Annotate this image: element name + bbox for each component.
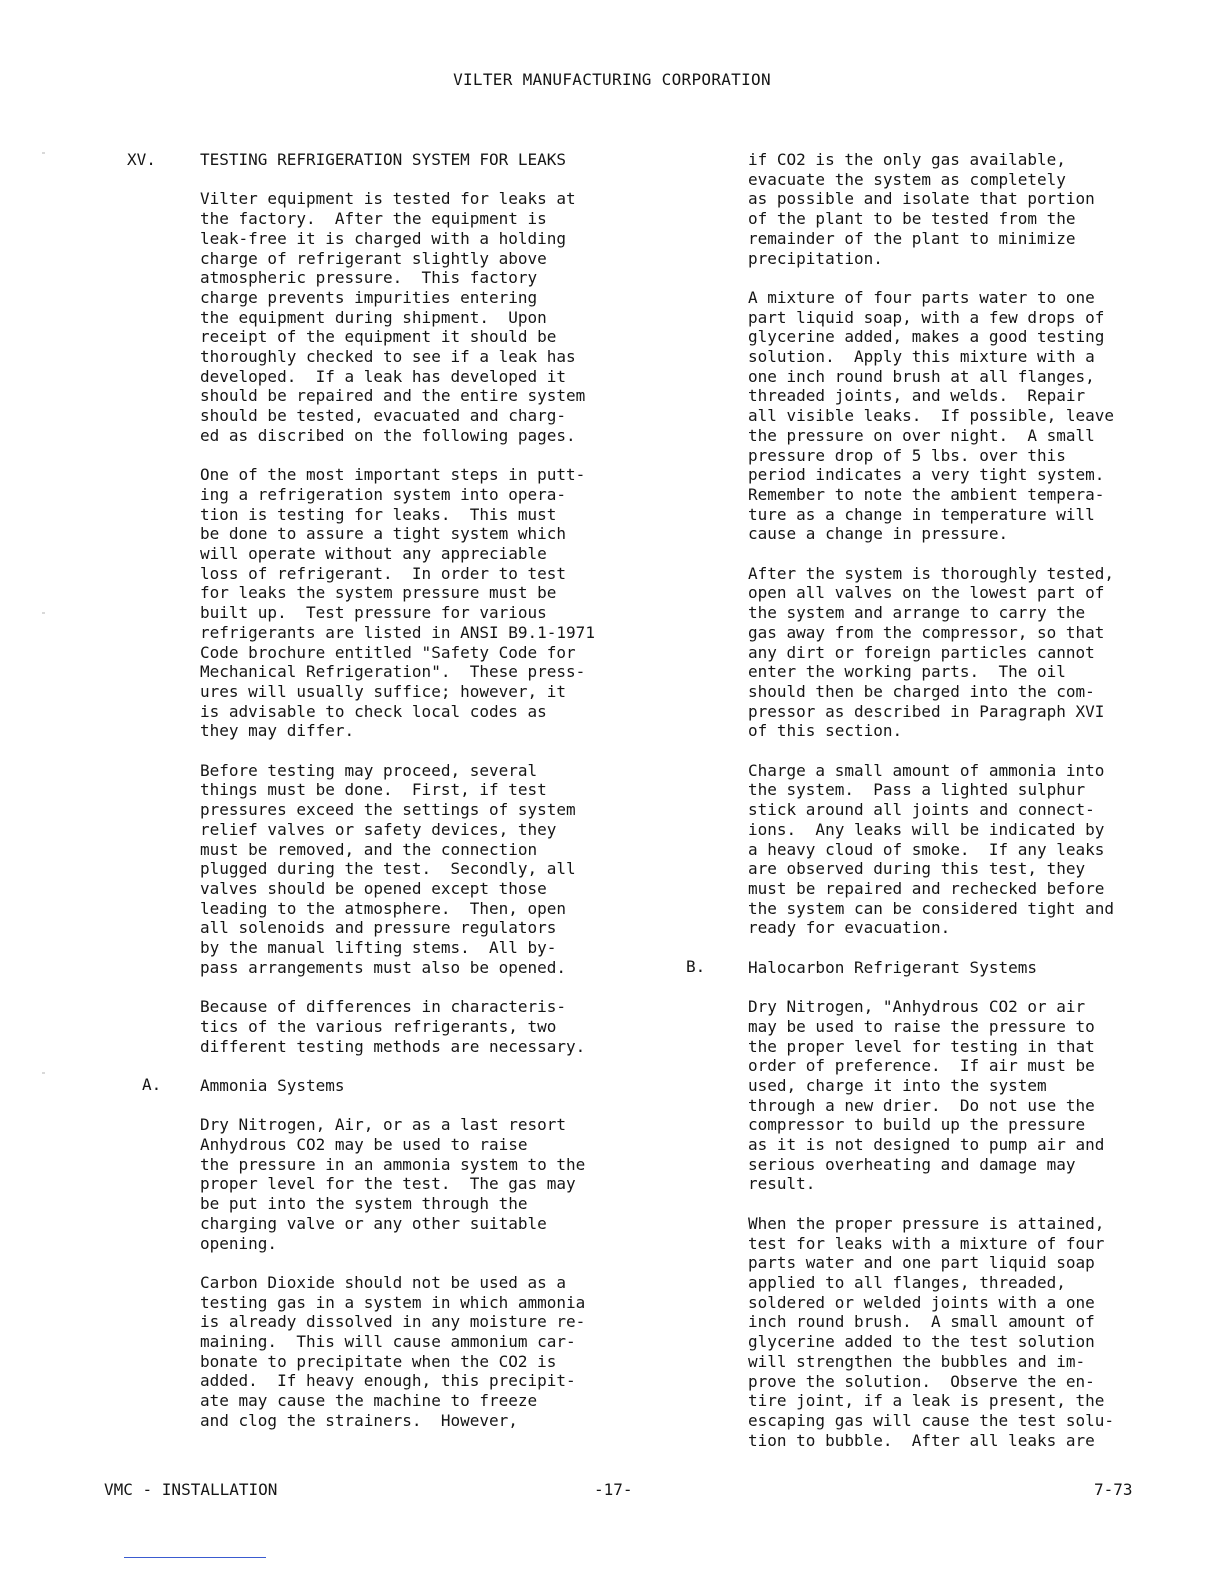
footnote-rule <box>124 1557 266 1558</box>
subsection-b-paragraph-1: Dry Nitrogen, "Anhydrous CO2 or air may be used to raise the pressure to the proper level for testing in that order of preference. If air must be used, charge it into the system through a new drier. Do not use the compressor to build up the pressure as it is not designed to pump air and serious overheating and damage may result. <box>748 997 1105 1194</box>
page-number: -17- <box>594 1480 633 1499</box>
footer-left: VMC - INSTALLATION <box>104 1480 278 1499</box>
left-paragraph-3: Before testing may proceed, several things must be done. First, if test pressures exceed the settings of system relief valves or safety devices, they must be removed, and the connection plugged during the test. Secondly, all valves should be opened except those leading to the atmosphere. Then, open all solenoids and pressure regulators by the manual lifting stems. All by- pass arrangements must also be opened. <box>200 760 576 977</box>
subsection-b-paragraph-2: When the proper pressure is attained, test for leaks with a mixture of four parts water and one part liquid soap applied to all flanges, threaded, soldered or welded joints with a one inch round brush. A small amount of glycerine added to the test solution will strengthen the bubbles and im- prove the solution. Observe the en- tire joint, if a leak is present, the escaping gas will cause the test solu- tion to bubble. After all leaks are <box>748 1213 1115 1450</box>
section-title: TESTING REFRIGERATION SYSTEM FOR LEAKS <box>200 150 567 169</box>
subsection-a-paragraph-1: Dry Nitrogen, Air, or as a last resort Anhydrous CO2 may be used to raise the pressure in an ammonia system to the proper level for the test. The gas may be put into the system through the charging valve or any other suitable opening. <box>200 1115 586 1253</box>
scan-mark <box>42 152 45 154</box>
left-paragraph-4: Because of differences in characteris- tics of the various refrigerants, two different testing methods are necessary. <box>200 997 586 1056</box>
right-paragraph-1: if CO2 is the only gas available, evacuate the system as completely as possible and isolate that portion of the plant to be tested from the remainder of the plant to minimize precipitation. <box>748 150 1095 268</box>
scan-mark <box>42 1072 45 1074</box>
page-header: VILTER MANUFACTURING CORPORATION <box>453 70 771 89</box>
left-paragraph-1: Vilter equipment is tested for leaks at the factory. After the equipment is leak-free it is charged with a holding charge of refrigerant slightly above atmospheric pressure. This factory charge prevents impurities entering the equipment during shipment. Upon receipt of the equipment it should be thoroughly checked to see if a leak has developed. If a leak has developed it should be repaired and the entire system should be tested, evacuated and charg- ed as discribed on the following pages. <box>200 189 586 445</box>
right-paragraph-4: Charge a small amount of ammonia into the system. Pass a lighted sulphur stick around all joints and connect- ions. Any leaks will be indicated by a heavy cloud of smoke. If any leaks are observed during this test, they must be repaired and rechecked before the system can be considered tight and ready for evacuation. <box>748 760 1115 938</box>
right-paragraph-2: A mixture of four parts water to one part liquid soap, with a few drops of glycerine added, makes a good testing solution. Apply this mixture with a one inch round brush at all flanges, threaded joints, and welds. Repair all visible leaks. If possible, leave the pressure on over night. A small pressure drop of 5 lbs. over this period indicates a very tight system. Remember to note the ambient tempera- ture as a change in temperature will cause a change in pressure. <box>748 287 1115 544</box>
section-number: XV. <box>127 150 156 169</box>
right-column <box>748 150 1114 1450</box>
left-paragraph-2: One of the most important steps in putt- ing a refrigeration system into opera- tion is testing for leaks. This must be done to assure a tight system which will operate without any appreciable loss of refrigerant. In order to test for leaks the system pressure must be built up. Test pressure for various refrigerants are listed in ANSI B9.1-1971 Code brochure entitled "Safety Code for Mechanical Refrigeration". These press- ures will usually suffice; however, it is advisable to check local codes as they may differ. <box>200 465 595 741</box>
subsection-a-paragraph-2: Carbon Dioxide should not be used as a testing gas in a system in which ammonia is already dissolved in any moisture re- maining. This will cause ammonium car- bonate to precipitate when the CO2 is added. If heavy enough, this precipit- ate may cause the machine to freeze and clog the strainers. However, <box>200 1272 586 1430</box>
subsection-b-title: Halocarbon Refrigerant Systems <box>748 957 1037 977</box>
right-paragraph-3: After the system is thoroughly tested, open all valves on the lowest part of the system and arrange to carry the gas away from the compressor, so that any dirt or foreign particles cannot enter the working parts. The oil should then be charged into the com- pressor as described in Paragraph XVI of this section. <box>748 563 1115 741</box>
left-column <box>200 150 595 1431</box>
footer-date: 7-73 <box>1094 1480 1133 1499</box>
subsection-a-label: A. <box>142 1075 162 1094</box>
subsection-a-title: Ammonia Systems <box>200 1075 345 1095</box>
subsection-b-label: B. <box>686 957 706 976</box>
scan-mark <box>42 612 45 614</box>
